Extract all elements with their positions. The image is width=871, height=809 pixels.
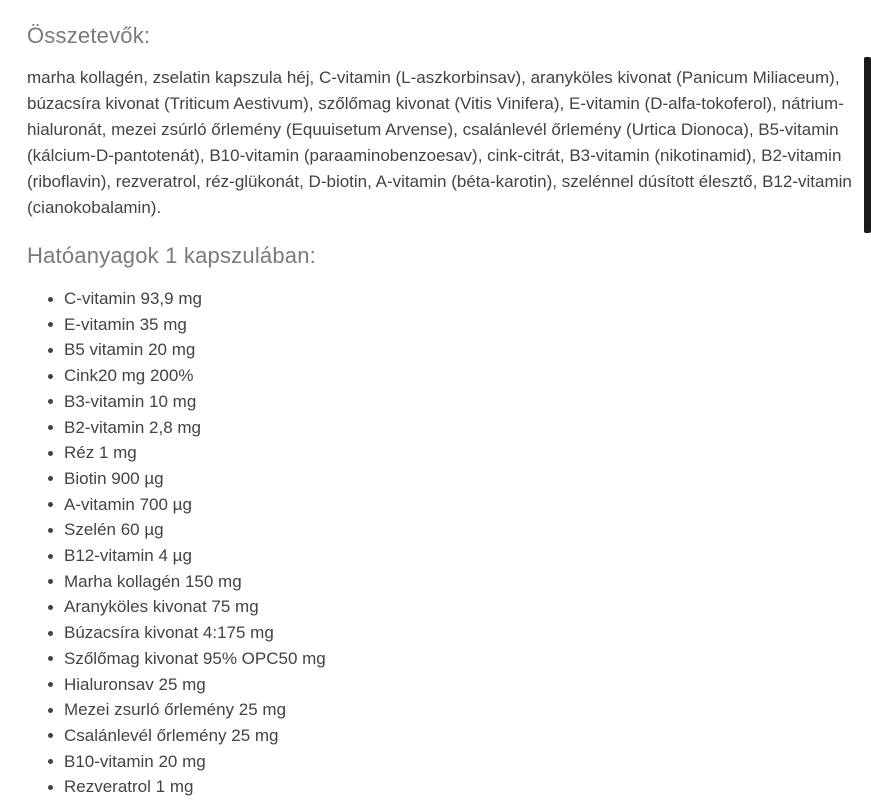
active-ingredient-item: B10-vitamin 20 mg	[48, 749, 843, 775]
scrollbar-thumb[interactable]	[864, 57, 871, 233]
active-ingredient-item: Csalánlevél őrlemény 25 mg	[48, 723, 843, 749]
active-ingredient-item: Marha kollagén 150 mg	[48, 569, 843, 595]
active-ingredient-item: Mezei zsurló őrlemény 25 mg	[48, 697, 843, 723]
active-ingredient-item: Szelén 60 µg	[48, 517, 843, 543]
active-ingredient-item: E-vitamin 35 mg	[48, 312, 843, 338]
active-ingredient-item: Biotin 900 µg	[48, 466, 843, 492]
active-ingredient-item: B2-vitamin 2,8 mg	[48, 415, 843, 441]
active-ingredient-item: B3-vitamin 10 mg	[48, 389, 843, 415]
active-ingredient-item: Hialuronsav 25 mg	[48, 672, 843, 698]
active-ingredient-item: Réz 1 mg	[48, 440, 843, 466]
active-ingredient-item: Aranyköles kivonat 75 mg	[48, 594, 843, 620]
active-ingredient-item: A-vitamin 700 µg	[48, 492, 843, 518]
active-ingredients-heading: Hatóanyagok 1 kapszulában:	[27, 243, 316, 268]
active-ingredient-item: B5 vitamin 20 mg	[48, 337, 843, 363]
ingredients-heading: Összetevők:	[27, 23, 151, 48]
active-ingredient-item: Szőlőmag kivonat 95% OPC50 mg	[48, 646, 843, 672]
active-ingredient-item: Búzacsíra kivonat 4:175 mg	[48, 620, 843, 646]
active-ingredient-item: Cink20 mg 200%	[48, 363, 843, 389]
active-ingredient-item: B12-vitamin 4 µg	[48, 543, 843, 569]
active-ingredient-item: Rezveratrol 1 mg	[48, 774, 843, 800]
active-ingredients-list	[48, 286, 843, 800]
active-ingredient-item: C-vitamin 93,9 mg	[48, 286, 843, 312]
ingredients-paragraph: marha kollagén, zselatin kapszula héj, C-vitamin (L-aszkorbinsav), aranyköles kivonat (Panicum Miliaceum), búzacsíra kivonat (Triticum Aestivum), szőlőmag kivonat (Vitis Vinifera), E-vitamin (D-alfa-tokoferol), nátrium-hialuronát, mezei zsúrló őrlemény (Equuisetum Arvense), csalánlevél őrlemény (Urtica Dionoca), B5-vitamin (kálcium-D-pantotenát), B10-vitamin (paraaminobenzoesav), cink-citrát, B3-vitamin (nikotinamid), B2-vitamin (riboflavin), rezveratrol, réz-glükonát, D-biotin, A-vitamin (béta-karotin), szelénnel dúsított élesztő, B12-vitamin (cianokobalamin).	[27, 68, 852, 217]
